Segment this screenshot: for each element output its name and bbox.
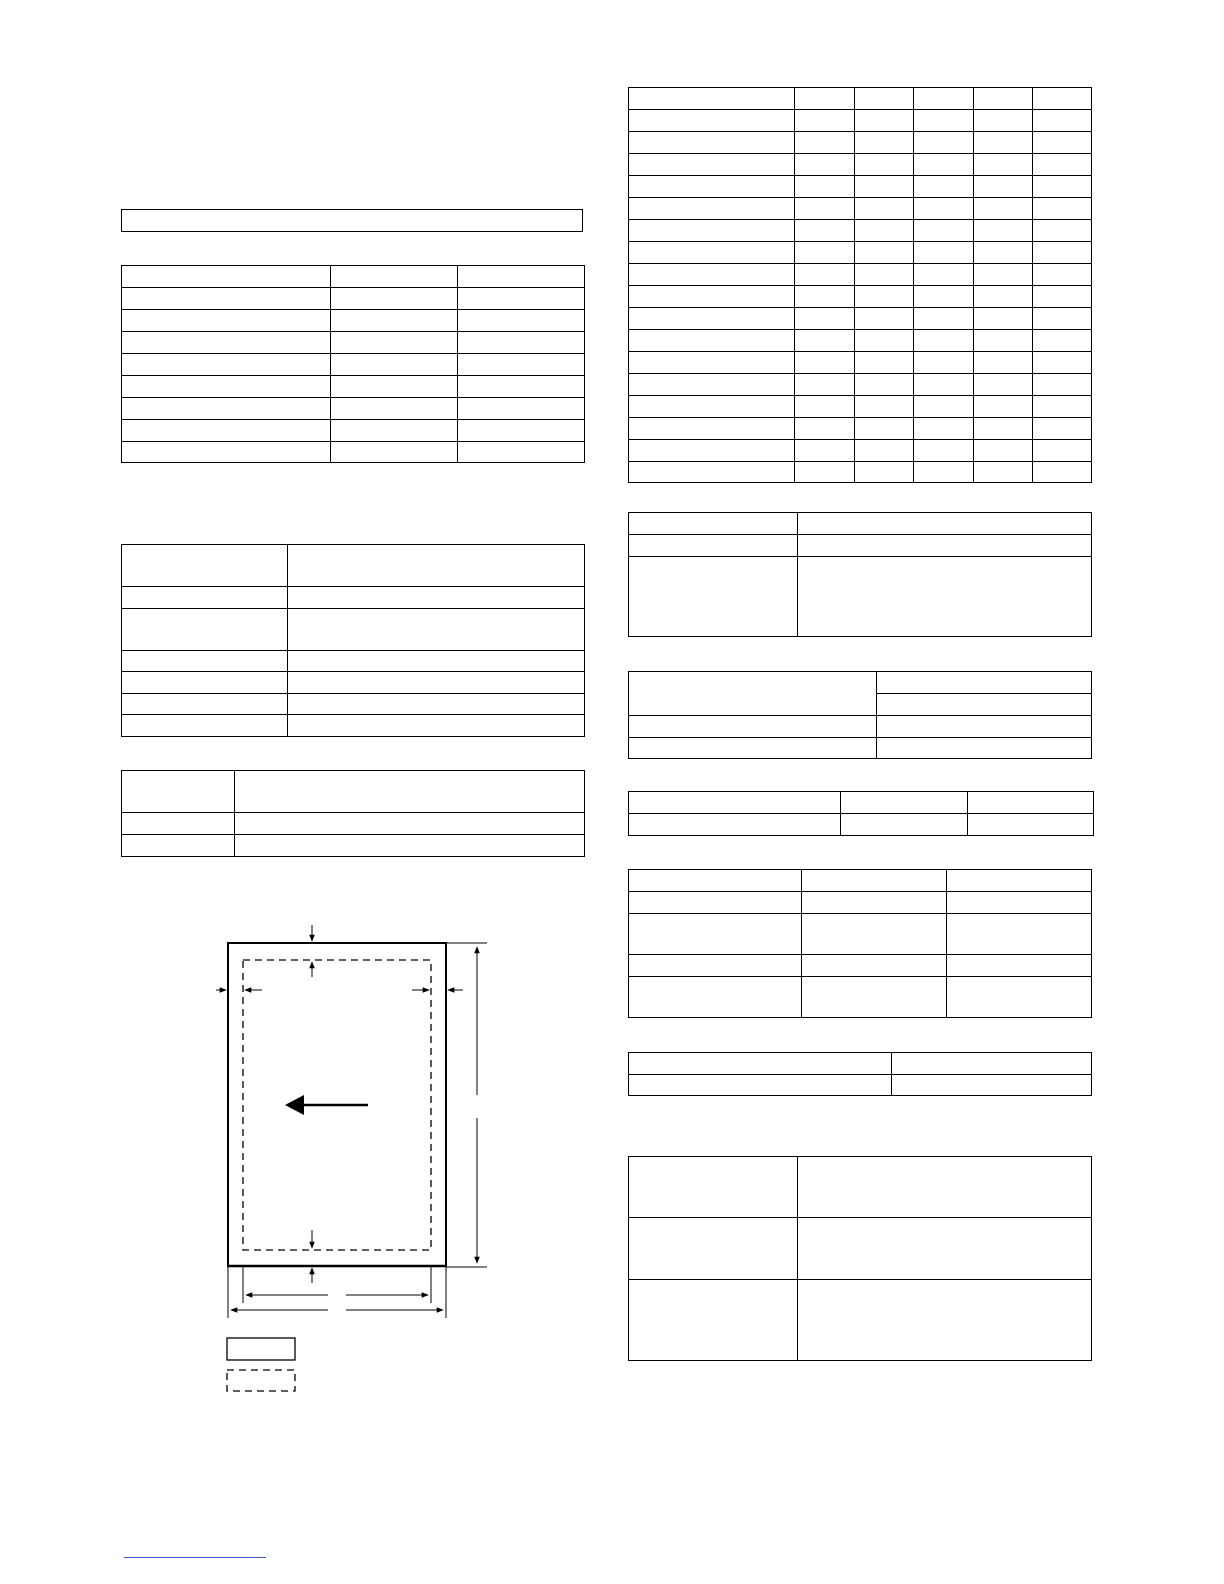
table-cell [629,557,798,637]
table-cell [974,176,1033,198]
table-cell [855,264,914,286]
table-cell [855,88,914,110]
table-cell [629,892,802,914]
spec-table-a [121,265,585,463]
table-cell [947,977,1092,1018]
table-cell [629,330,795,352]
table-cell [855,374,914,396]
table-cell [288,609,585,651]
table-cell [122,288,331,310]
table-cell [968,814,1094,836]
table-cell [629,110,795,132]
table-cell [122,332,331,354]
table-cell [914,396,974,418]
table-cell [288,651,585,672]
table-cell [122,587,288,609]
table-cell [629,955,802,977]
table-cell [629,176,795,198]
table-row [629,110,1092,132]
table-cell [629,132,795,154]
table-row [629,814,1094,836]
table-cell [629,792,841,814]
table-cell [877,694,1092,716]
table-cell [629,220,795,242]
table-cell [974,264,1033,286]
table-cell [914,132,974,154]
spec-table-d [628,87,1092,483]
spec-table-c [121,770,585,857]
table-row [122,332,585,354]
table-cell [122,376,331,398]
table-row [629,198,1092,220]
height-dimension-line [447,943,487,1267]
table-row [629,738,1092,759]
table-cell [855,110,914,132]
table-cell [1033,374,1092,396]
table-cell [629,1075,892,1096]
table-cell [122,835,235,857]
table-cell [1033,352,1092,374]
table-cell [795,132,855,154]
table-row [122,715,585,737]
feed-direction-arrow-icon [285,1095,368,1115]
table-cell [855,132,914,154]
table-cell [458,310,585,332]
table-cell [914,352,974,374]
table-row [629,557,1092,637]
table-row [629,418,1092,440]
table-cell [914,308,974,330]
table-cell [914,440,974,462]
table-cell [947,892,1092,914]
table-cell [855,396,914,418]
table-cell [1033,264,1092,286]
table-row [122,354,585,376]
table-cell [629,1218,798,1280]
table-cell [795,88,855,110]
table-cell [798,1218,1092,1280]
table-cell [458,332,585,354]
table-row [122,310,585,332]
table-cell [855,286,914,308]
table-cell [855,176,914,198]
table-row [629,176,1092,198]
table-cell [629,396,795,418]
table-cell [629,440,795,462]
table-row [629,330,1092,352]
table-cell [892,1053,1092,1075]
table-row [122,651,585,672]
table-cell [795,374,855,396]
table-cell [914,242,974,264]
table-cell [947,914,1092,955]
table-cell [914,88,974,110]
table-cell [914,330,974,352]
table-cell [798,557,1092,637]
table-cell [629,308,795,330]
table-cell [122,442,331,463]
table-cell [331,442,458,463]
table-cell [855,440,914,462]
table-row [122,420,585,442]
table-cell [914,264,974,286]
table-cell [629,814,841,836]
table-cell [235,835,585,857]
spec-table-f [628,671,1092,759]
table-cell [1033,440,1092,462]
table-cell [795,110,855,132]
table-cell [629,1053,892,1075]
table-row [629,396,1092,418]
spec-table-b [121,544,585,737]
table-cell [629,242,795,264]
table-cell [974,374,1033,396]
table-cell [629,374,795,396]
table-cell [458,442,585,463]
table-cell [458,266,585,288]
table-cell [629,1280,798,1361]
table-cell [795,352,855,374]
table-row [629,308,1092,330]
table-cell [122,813,235,835]
table-row [629,716,1092,738]
table-row [629,535,1092,557]
table-cell [914,462,974,483]
table-cell [288,545,585,587]
table-cell [841,792,968,814]
legend-print-area-swatch [227,1370,295,1391]
table-cell [855,462,914,483]
table-cell [795,154,855,176]
table-cell [795,242,855,264]
table-row [629,132,1092,154]
table-cell [968,792,1094,814]
table-row [629,1053,1092,1075]
table-cell [458,354,585,376]
table-cell [629,264,795,286]
table-cell [458,420,585,442]
table-row [122,835,585,857]
table-row [629,1218,1092,1280]
table-cell [629,154,795,176]
table-row [122,694,585,715]
table-cell [629,738,877,759]
table-cell [795,440,855,462]
table-row [629,1075,1092,1096]
table-cell [629,672,877,716]
table-cell [629,977,802,1018]
table-cell [1033,220,1092,242]
table-cell [288,694,585,715]
table-cell [877,738,1092,759]
table-cell [288,715,585,737]
table-cell [974,418,1033,440]
table-row [629,462,1092,483]
table-cell [1033,418,1092,440]
table-cell [855,308,914,330]
table-cell [122,545,288,587]
table-cell [795,308,855,330]
table-cell [914,286,974,308]
table-row [122,609,585,651]
table-cell [877,716,1092,738]
table-cell [1033,198,1092,220]
table-cell [1033,286,1092,308]
table-cell [122,398,331,420]
table-cell [331,310,458,332]
table-row [122,266,585,288]
table-row [629,955,1092,977]
table-cell [974,330,1033,352]
table-cell [795,396,855,418]
spec-table-g [628,791,1094,836]
table-cell [331,376,458,398]
table-cell [458,398,585,420]
table-cell [331,288,458,310]
table-row [629,672,1092,694]
table-cell [974,132,1033,154]
table-cell [914,176,974,198]
table-cell [795,462,855,483]
table-cell [974,154,1033,176]
print-width-dimension-line [243,1267,431,1303]
table-cell [914,154,974,176]
table-cell [974,462,1033,483]
table-cell [331,354,458,376]
table-cell [1033,330,1092,352]
table-cell [122,609,288,651]
table-cell [288,672,585,694]
table-cell [802,870,947,892]
paper-width-dimension-line [228,1267,446,1318]
spec-table-h [628,869,1092,1018]
table-cell [795,418,855,440]
table-row [629,154,1092,176]
table-cell [914,110,974,132]
table-cell [122,672,288,694]
table-row [629,264,1092,286]
footer-link-underline[interactable] [124,1557,266,1558]
table-cell [795,220,855,242]
table-cell [974,308,1033,330]
table-cell [629,513,798,535]
table-cell [122,694,288,715]
table-row [122,398,585,420]
table-cell [122,266,331,288]
table-cell [974,286,1033,308]
table-cell [122,715,288,737]
table-cell [802,914,947,955]
table-cell [914,198,974,220]
section-header-bar [121,209,583,232]
table-row [629,914,1092,955]
table-cell [914,220,974,242]
table-cell [629,88,795,110]
table-cell [855,330,914,352]
table-row [629,286,1092,308]
table-cell [1033,132,1092,154]
table-row [122,813,585,835]
table-cell [892,1075,1092,1096]
table-row [122,771,585,813]
table-cell [629,462,795,483]
table-cell [947,955,1092,977]
table-cell [458,376,585,398]
table-row [629,513,1092,535]
table-cell [855,418,914,440]
table-cell [795,176,855,198]
table-cell [629,352,795,374]
table-cell [795,264,855,286]
table-cell [331,398,458,420]
table-cell [802,977,947,1018]
table-cell [629,418,795,440]
table-cell [629,1157,798,1218]
table-cell [974,242,1033,264]
table-cell [802,955,947,977]
table-cell [629,716,877,738]
table-cell [974,220,1033,242]
table-cell [1033,242,1092,264]
table-cell [974,352,1033,374]
table-cell [122,420,331,442]
table-cell [798,535,1092,557]
table-row [122,545,585,587]
print-area-diagram [200,915,500,1400]
table-row [122,376,585,398]
table-row [629,242,1092,264]
table-cell [629,535,798,557]
table-cell [629,286,795,308]
table-row [122,672,585,694]
table-row [122,442,585,463]
table-row [629,374,1092,396]
table-cell [795,330,855,352]
table-cell [974,440,1033,462]
table-cell [855,242,914,264]
table-row [629,220,1092,242]
table-cell [235,813,585,835]
table-row [629,1157,1092,1218]
table-cell [331,420,458,442]
table-row [629,792,1094,814]
table-cell [855,154,914,176]
table-cell [855,198,914,220]
table-cell [458,288,585,310]
table-cell [798,1280,1092,1361]
table-cell [802,892,947,914]
table-cell [974,88,1033,110]
table-cell [629,870,802,892]
spec-table-e [628,512,1092,637]
table-cell [798,1157,1092,1218]
table-cell [122,354,331,376]
table-cell [855,352,914,374]
table-cell [798,513,1092,535]
spec-table-i [628,1052,1092,1096]
table-row [629,88,1092,110]
table-row [122,587,585,609]
table-row [629,870,1092,892]
spec-table-j [628,1156,1092,1361]
table-row [629,892,1092,914]
table-cell [288,587,585,609]
table-cell [1033,396,1092,418]
table-cell [855,220,914,242]
table-cell [974,396,1033,418]
table-cell [1033,462,1092,483]
table-cell [629,914,802,955]
table-cell [1033,308,1092,330]
table-cell [1033,154,1092,176]
table-cell [914,374,974,396]
table-row [629,1280,1092,1361]
table-cell [1033,110,1092,132]
table-row [629,977,1092,1018]
table-cell [841,814,968,836]
table-cell [1033,88,1092,110]
table-row [629,352,1092,374]
table-cell [947,870,1092,892]
table-cell [331,332,458,354]
table-cell [235,771,585,813]
table-cell [1033,176,1092,198]
table-cell [974,198,1033,220]
table-cell [877,672,1092,694]
table-row [629,440,1092,462]
table-cell [122,651,288,672]
table-cell [122,771,235,813]
table-cell [914,418,974,440]
table-cell [331,266,458,288]
table-cell [974,110,1033,132]
table-cell [795,198,855,220]
table-cell [795,286,855,308]
legend-paper-area-swatch [227,1338,295,1360]
table-cell [629,198,795,220]
table-cell [122,310,331,332]
table-row [122,288,585,310]
